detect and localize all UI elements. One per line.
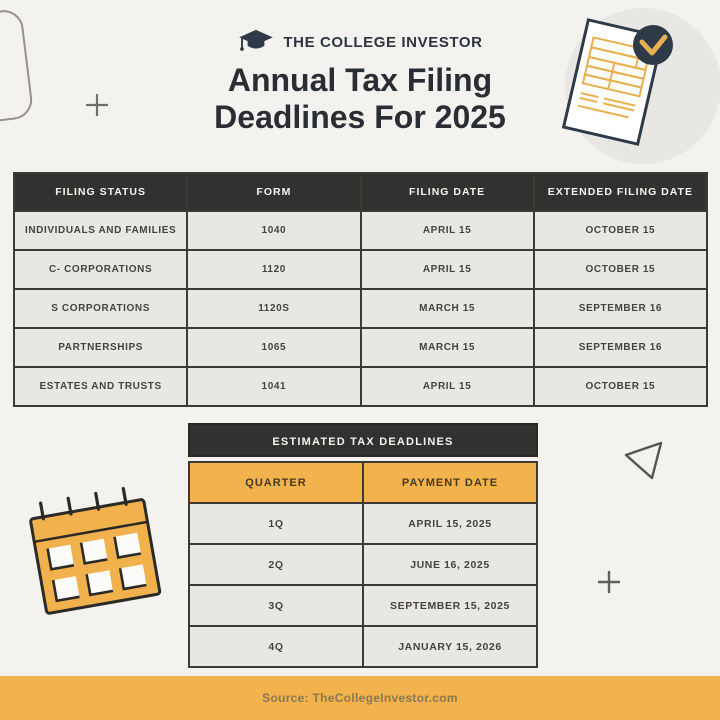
table-row — [189, 503, 537, 544]
cell-filing-date: APRIL 15 — [361, 250, 534, 289]
table-row — [14, 250, 707, 289]
col-header-payment-date: PAYMENT DATE — [363, 462, 537, 503]
source-footer-bar — [0, 676, 720, 720]
title-line-1: Annual Tax Filing — [227, 62, 493, 98]
cell-payment-date: JUNE 16, 2025 — [363, 544, 537, 585]
header-row — [189, 462, 537, 503]
cell-filing-status: ESTATES AND TRUSTS — [14, 367, 187, 406]
table-row — [189, 544, 537, 585]
cell-extended-date: SEPTEMBER 16 — [534, 289, 707, 328]
cell-form: 1120 — [187, 250, 360, 289]
table-row — [14, 211, 707, 250]
cell-quarter: 4Q — [189, 626, 363, 667]
cell-filing-date: MARCH 15 — [361, 289, 534, 328]
cell-filing-date: APRIL 15 — [361, 211, 534, 250]
col-header-quarter: QUARTER — [189, 462, 363, 503]
table-row — [14, 328, 707, 367]
estimated-tax-table — [188, 461, 538, 668]
cell-filing-status: S CORPORATIONS — [14, 289, 187, 328]
cell-filing-status: C- CORPORATIONS — [14, 250, 187, 289]
estimated-table-title: ESTIMATED TAX DEADLINES — [188, 423, 538, 457]
filing-deadlines-table — [13, 172, 708, 407]
title-line-2: Deadlines For 2025 — [214, 99, 506, 135]
table-row — [14, 367, 707, 406]
cell-filing-date: MARCH 15 — [361, 328, 534, 367]
cell-quarter: 3Q — [189, 585, 363, 626]
cell-extended-date: OCTOBER 15 — [534, 250, 707, 289]
cell-form: 1065 — [187, 328, 360, 367]
col-header-extended-date: EXTENDED FILING DATE — [534, 173, 707, 211]
cell-payment-date: APRIL 15, 2025 — [363, 503, 537, 544]
cell-form: 1041 — [187, 367, 360, 406]
table-row — [189, 626, 537, 667]
cell-quarter: 2Q — [189, 544, 363, 585]
cell-quarter: 1Q — [189, 503, 363, 544]
col-header-form: FORM — [187, 173, 360, 211]
page-title — [0, 62, 720, 136]
table-row — [14, 289, 707, 328]
graduation-cap-icon — [237, 28, 275, 56]
cell-filing-status: PARTNERSHIPS — [14, 328, 187, 367]
cell-payment-date: JANUARY 15, 2026 — [363, 626, 537, 667]
cell-extended-date: OCTOBER 15 — [534, 211, 707, 250]
triangle-outline-icon — [614, 434, 672, 486]
estimated-tax-section — [188, 423, 538, 668]
cell-filing-status: INDIVIDUALS AND FAMILIES — [14, 211, 187, 250]
cell-extended-date: SEPTEMBER 16 — [534, 328, 707, 367]
source-text: Source: TheCollegeInvestor.com — [262, 691, 458, 705]
cell-form: 1120S — [187, 289, 360, 328]
brand-logo — [0, 28, 720, 56]
header-row — [14, 173, 707, 211]
cell-filing-date: APRIL 15 — [361, 367, 534, 406]
calendar-icon — [18, 478, 183, 623]
cell-payment-date: SEPTEMBER 15, 2025 — [363, 585, 537, 626]
brand-name: THE COLLEGE INVESTOR — [283, 33, 483, 51]
table-row — [189, 585, 537, 626]
cell-form: 1040 — [187, 211, 360, 250]
col-header-filing-status: FILING STATUS — [14, 173, 187, 211]
cell-extended-date: OCTOBER 15 — [534, 367, 707, 406]
plus-icon — [596, 569, 622, 595]
col-header-filing-date: FILING DATE — [361, 173, 534, 211]
